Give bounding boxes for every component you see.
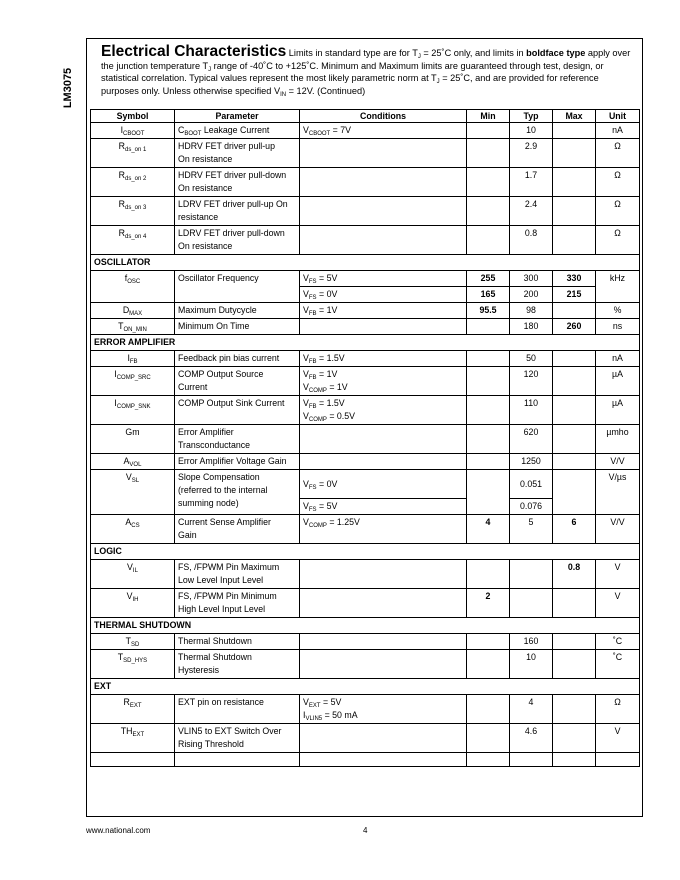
table-row: $I_{COMP\_SRC}$ COMP Output Source Current $V_{FB} = 1V$ $V_{COMP} = 1V$ 120 µA — [91, 367, 640, 396]
table-row: $V_{FS} = 0V$ 165 200 215 — [91, 287, 640, 303]
table-row: Gm Error Amplifier Transconductance 620 µmho — [91, 425, 640, 454]
section-row-ext: EXT — [91, 679, 640, 695]
section-row-thermal-shutdown: THERMAL SHUTDOWN — [91, 618, 640, 634]
table-row: $V_{IH}$ FS, /FPWM Pin Minimum High Level Input Level 2 V — [91, 589, 640, 618]
footer-page-number: 4 — [363, 826, 368, 835]
section-row-error-amplifier: ERROR AMPLIFIER — [91, 335, 640, 351]
table-row: $R_{ds\_on 3}$ LDRV FET driver pull-up On resistance 2.4 Ω — [91, 197, 640, 226]
table-row: $V_{FS} = 5V$ 0.076 — [91, 499, 640, 515]
table-row: $A_{VOL}$ Error Amplifier Voltage Gain 1250 V/V — [91, 454, 640, 470]
table-row: $A_{CS}$ Current Sense Amplifier Gain $V_{COMP} = 1.25V$ 4 5 6 V/V — [91, 515, 640, 544]
table-row: $I_{CBOOT}$ $C_{BOOT}$ Leakage Current $V_{CBOOT} = 7V$ 10 nA — [91, 123, 640, 139]
table-row: $T_{SD}$ Thermal Shutdown 160 ˚C — [91, 634, 640, 650]
table-header-row: Symbol Parameter Conditions Min Typ Max Unit — [91, 110, 640, 123]
table-row: $V_{SL}$ Slope Compensation (referred to the internal summing node) $V_{FS} = 0V$ 0.051 V/µs — [91, 470, 640, 499]
table-row: $V_{IL}$ FS, /FPWM Pin Maximum Low Level Input Level 0.8 V — [91, 560, 640, 589]
table-row: $R_{EXT}$ EXT pin on resistance $V_{EXT} = 5V$ $I_{VLIN5} = 50$ mA 4 Ω — [91, 695, 640, 724]
footer-website: www.national.com — [86, 826, 151, 835]
table-row: $D_{MAX}$ Maximum Dutycycle $V_{FB} = 1V$ 95.5 98 % — [91, 303, 640, 319]
table-row: $T_{SD\_HYS}$ Thermal Shutdown Hysteresis 10 ˚C — [91, 650, 640, 679]
table-row: $R_{ds\_on 2}$ HDRV FET driver pull-down On resistance 1.7 Ω — [91, 168, 640, 197]
table-row: $T_{ON\_MIN}$ Minimum On Time 180 260 ns — [91, 319, 640, 335]
electrical-characteristics-table — [90, 109, 640, 767]
section-row-oscillator: OSCILLATOR — [91, 255, 640, 271]
content-frame — [86, 38, 643, 817]
table-row: $R_{ds\_on 1}$ HDRV FET driver pull-up On resistance 2.9 Ω — [91, 139, 640, 168]
section-title: Electrical Characteristics — [101, 43, 287, 60]
table-row: $I_{FB}$ Feedback pin bias current $V_{FB} = 1.5V$ 50 nA — [91, 351, 640, 367]
table-row-empty — [91, 753, 640, 767]
side-part-number: LM3075 — [62, 67, 74, 109]
table-row: $TH_{EXT}$ VLIN5 to EXT Switch Over Rising Threshold 4.6 V — [91, 724, 640, 753]
section-row-logic: LOGIC — [91, 544, 640, 560]
intro-paragraph: Electrical Characteristics Limits in standard type are for $T_J$ = 25˚C only, and limits in boldface type apply over the junction temperature $T_J$ range of -40˚C to +125˚C. Minimum and Maximum limits are guaranteed through test, design, or statistical correlation. Typical values represent the most likely parametric norm at $T_J$ = 25˚C, and are provided for reference purposes only. Unless otherwise specified $V_{IN} = 12V$. (Continued) — [101, 43, 631, 98]
table-row: $f_{OSC}$ Oscillator Frequency $V_{FS} = 5V$ 255 300 330 kHz — [91, 271, 640, 287]
table-row: $I_{COMP\_SNK}$ COMP Output Sink Current $V_{FB} = 1.5V$ $V_{COMP} = 0.5V$ 110 µA — [91, 396, 640, 425]
table-row: $R_{ds\_on 4}$ LDRV FET driver pull-down On resistance 0.8 Ω — [91, 226, 640, 255]
